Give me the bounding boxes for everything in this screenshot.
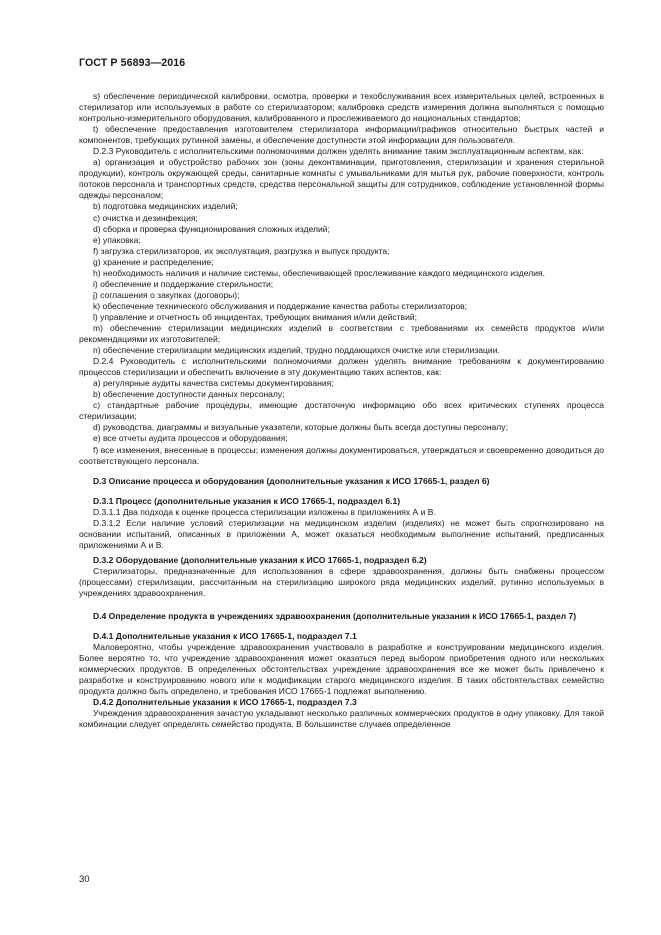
subsection-heading-d-4-1: D.4.1 Дополнительные указания к ИСО 17665-1, подраздел 7.1 — [93, 631, 357, 642]
paragraph-d-4-1: Маловероятно, чтобы учреждение здравоохранения участвовало в разработке и конструировании медицинского изделия. Более вероятно то, что учреждение здравоохранения может оказаться перед выбором приобретения одного или нескольких коммерческих продуктов. В определенных обстоятельствах учреждение здравоохранения все же может быть привлечено к разработке и конструированию нового или к модификации старого медицинского изделия. В таких обстоятельствах семейство продукта должно быть определено, и требования ИСО 17665-1 подлежат выполнению. — [79, 642, 604, 697]
list-item-h: h) необходимость наличия и наличие системы, обеспечивающей прослеживание каждого медицинского изделия. — [93, 267, 545, 278]
list-item-a-2: a) регулярные аудиты качества системы документирования; — [93, 378, 334, 389]
clause-d-3-1-1: D.3.1.1 Два подхода к оценке процесса стерилизации изложены в приложениях А и В. — [93, 506, 436, 517]
list-item-f-2: f) все изменения, внесенные в процессы; изменения должны документироваться, утверждаться и своевременно доводиться до соответствующего персонала. — [79, 444, 604, 466]
list-item-b: b) подготовка медицинских изделий; — [93, 201, 238, 212]
paragraph-sterilizers: Стерилизаторы, предназначенные для использования в сфере здравоохранения, должны быть снабжены процессом (процессами) стерилизации, рассчитанным на стерилизацию широкого ряда медицинских изделий, рутинно используемых в учреждениях здравоохранения. — [79, 565, 604, 599]
list-item-g: g) хранение и распределение; — [93, 256, 214, 267]
list-item-c: c) очистка и дезинфекция; — [93, 212, 198, 223]
list-item-n: n) обеспечение стерилизации медицинских изделий, трудно поддающихся очистке или стерилизации. — [93, 345, 500, 356]
clause-d-2-3: D.2.3 Руководитель с исполнительскими полномочиями должен уделять внимание таким эксплуатационным аспектам, как: — [93, 146, 584, 157]
clause-d-3-1-2: D.3.1.2 Если наличие условий стерилизации на медицинском изделии (изделиях) не может быть спрогнозировано на основании испытаний, описанных в приложении А, может оказаться необходимым выполнение испытаний, предписанных приложениями А и В. — [79, 517, 604, 550]
list-item-t: t) обеспечение предоставления изготовителем стерилизатора информации/графиков относительно быстрых частей и компонентов, требующих рутинной замены, и обеспечение доступности этой информации для пользователя. — [79, 124, 604, 146]
list-item-e: e) упаковка; — [93, 234, 141, 245]
document-code-header: ГОСТ Р 56893—2016 — [79, 57, 186, 69]
list-item-c-2: c) стандартные рабочие процедуры, имеющие достаточную информацию обо всех критических ступенях процесса стерилизации; — [79, 400, 604, 422]
list-item-s: s) обеспечение периодической калибровки, осмотра, проверки и техобслуживания всех измерительных целей, встроенных в стерилизатор или используемых в работе со стерилизатором; калибровка средств измерения должна выполняться с помощью контрольно-измерительного оборудования, калиброванного и прослеживаемого до национальных стандартов; — [79, 91, 604, 124]
subsection-heading-d-4-2: D.4.2 Дополнительные указания к ИСО 17665-1, подраздел 7.3 — [93, 697, 357, 708]
list-item-e-2: e) все отчеты аудита процессов и оборудования; — [93, 433, 288, 444]
list-item-m: m) обеспечение стерилизации медицинских изделий в соответствии с требованиями их семейств продуктов и/или рекомендациями их изготовителей; — [79, 322, 604, 345]
list-item-a: a) организация и обустройство рабочих зон (зоны деконтаминации, приготовления, стерилизации и хранения стерильной продукции), контроль окружающей среды, санитарные комнаты с умывальниками для мытья рук, рабочие поверхности, контроль потоков персонала и транспортных средств, средства персональной защиты для сотрудников, соблюдение установленной формы одежды персоналом; — [79, 157, 604, 201]
section-heading-d-4: D.4 Определение продукта в учреждениях здравоохранения (дополнительные указания к ИСО 17665-1, раздел 7) — [93, 611, 577, 622]
list-item-b-2: b) обеспечение доступности данных персоналу; — [93, 389, 285, 400]
document-body — [79, 91, 604, 731]
list-item-l: l) управление и отчетность об инцидентах, требующих внимания и/или действий; — [93, 311, 417, 322]
subsection-heading-d-3-1: D.3.1 Процесс (дополнительные указания к ИСО 17665-1, подраздел 6.1) — [93, 495, 401, 506]
page-number: 30 — [79, 874, 90, 885]
paragraph-d-4-2: Учреждения здравоохранения зачастую укладывают несколько различных коммерческих продуктов в одну упаковку. Для такой комбинации следует определять семейство продукта. В большинстве случаев определенное — [79, 708, 604, 730]
list-item-d-2: d) руководства, диаграммы и визуальные указатели, которые должны быть всегда доступны персоналу; — [93, 422, 508, 433]
section-heading-d-3: D.3 Описание процесса и оборудования (дополнительные указания к ИСО 17665-1, раздел 6) — [93, 475, 490, 486]
list-item-f: f) загрузка стерилизаторов, их эксплуатация, разгрузка и выпуск продукта; — [93, 245, 390, 256]
list-item-i: i) обеспечение и поддержание стерильности; — [93, 278, 274, 289]
list-item-j: j) соглашения о закупках (договоры); — [93, 289, 240, 300]
subsection-heading-d-3-2: D.3.2 Оборудование (дополнительные указания к ИСО 17665-1, подраздел 6.2) — [93, 554, 427, 565]
list-item-k: k) обеспечение технического обслуживания и поддержание качества работы стерилизаторов; — [93, 300, 468, 311]
clause-d-2-4: D.2.4 Руководитель с исполнительскими полномочиями должен уделять внимание требованиям к документированию процессов стерилизации и обеспечить включение в эту документацию таких аспектов, как: — [79, 356, 604, 378]
list-item-d: d) сборка и проверка функционирования сложных изделий; — [93, 223, 330, 234]
